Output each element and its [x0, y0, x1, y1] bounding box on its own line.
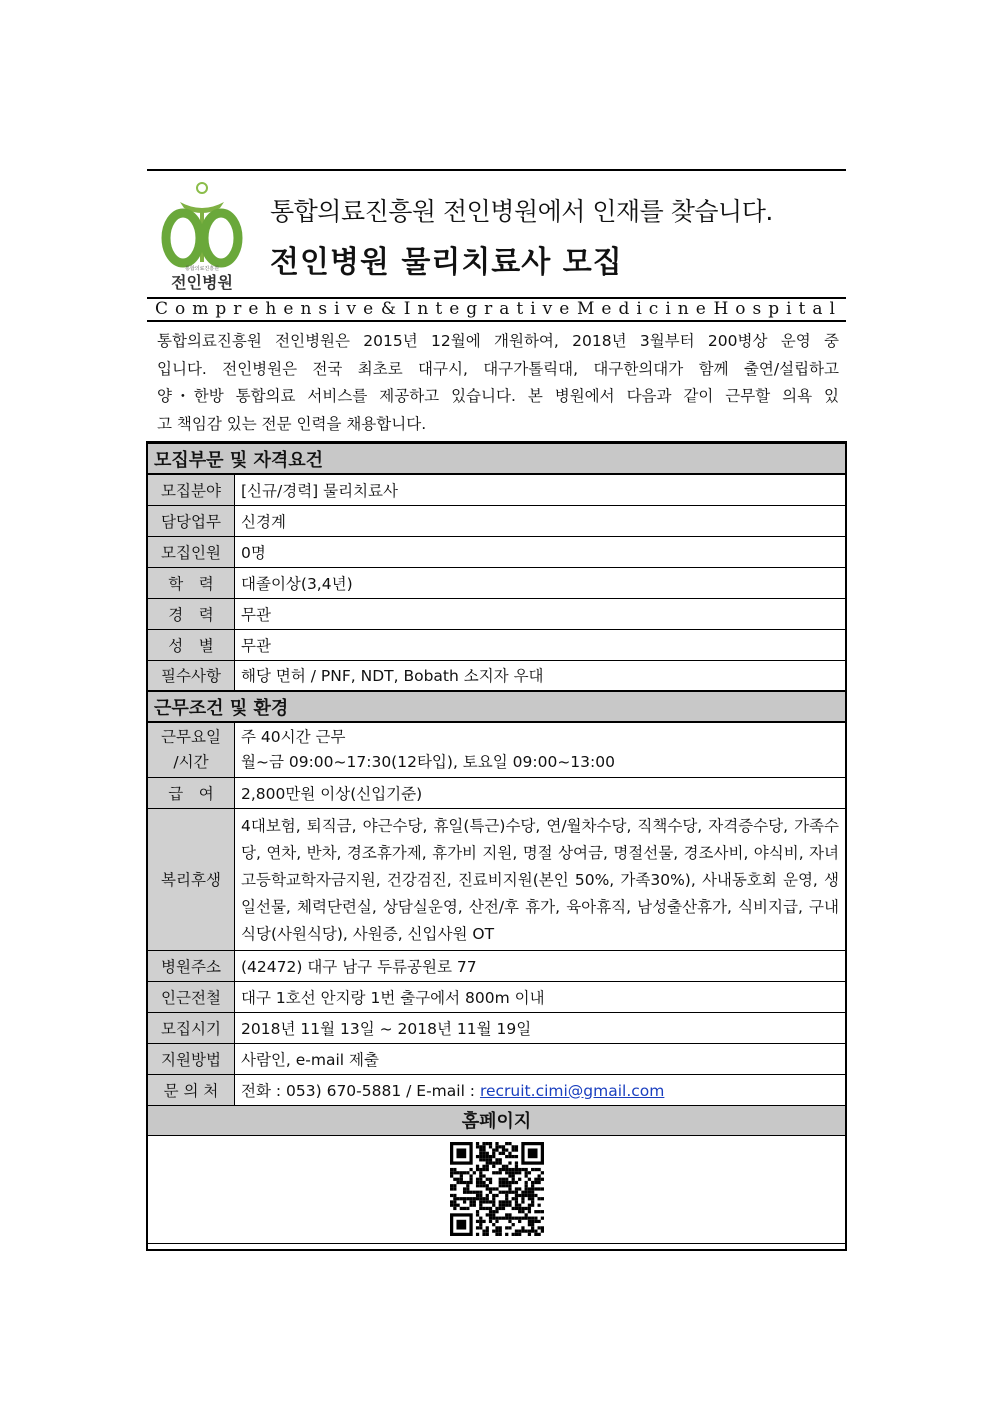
field-label: 병원주소	[148, 950, 235, 981]
top-rule	[147, 169, 846, 171]
english-word: Medicine	[577, 299, 713, 319]
field-label: 담당업무	[148, 505, 235, 536]
intro-line: 고 책임감 있는 전문 인력을 채용합니다.	[157, 414, 427, 433]
table-row	[148, 808, 846, 950]
svg-text:전인병원: 전인병원	[171, 273, 233, 292]
section-header: 모집부문 및 자격요건	[148, 443, 846, 474]
table-row	[148, 474, 846, 505]
field-label: 경 력	[148, 598, 235, 629]
field-value: (42472) 대구 남구 두류공원로 77	[235, 950, 846, 981]
section-header: 홈페이지	[148, 1105, 846, 1135]
field-value: 0명	[235, 536, 846, 567]
field-value	[235, 1074, 846, 1105]
table-row	[148, 567, 846, 598]
table-row	[148, 598, 846, 629]
field-value: [신규/경력] 물리치료사	[235, 474, 846, 505]
qr-code[interactable]	[450, 1142, 544, 1236]
field-label: 모집분야	[148, 474, 235, 505]
table-row	[148, 629, 846, 660]
table-row	[148, 981, 846, 1012]
table-row	[148, 950, 846, 981]
field-value: 대졸이상(3,4년)	[235, 567, 846, 598]
english-hospital-name	[147, 299, 846, 319]
field-label: 필수사항	[148, 660, 235, 691]
table-row	[148, 1043, 846, 1074]
english-word: Hospital	[713, 299, 842, 319]
english-word: &	[380, 299, 404, 319]
field-label: 성 별	[148, 629, 235, 660]
field-value: 2,800만원 이상(신입기준)	[235, 777, 846, 808]
field-label: 모집시기	[148, 1012, 235, 1043]
field-label: 문 의 처	[148, 1074, 235, 1105]
divider	[147, 320, 846, 322]
field-value: 무관	[235, 598, 846, 629]
intro-line: 양･한방 통합의료 서비스를 제공하고 있습니다. 본 병원에서 다음과 같이 근무할 의욕 있	[157, 387, 839, 405]
table-row	[148, 1012, 846, 1043]
table-row	[148, 722, 846, 777]
hospital-logo	[160, 180, 245, 292]
table-row	[148, 777, 846, 808]
recruitment-table	[147, 442, 846, 1244]
intro-paragraph	[157, 328, 839, 438]
table-row	[148, 536, 846, 567]
headline: 통합의료진흥원 전인병원에서 인재를 찾습니다.	[270, 197, 773, 226]
page-title: 전인병원 물리치료사 모집	[270, 245, 623, 280]
field-label: 인근전철	[148, 981, 235, 1012]
field-value: 대구 1호선 안지랑 1번 출구에서 800m 이내	[235, 981, 846, 1012]
field-value: 해당 면허 / PNF, NDT, Bobath 소지자 우대	[235, 660, 846, 691]
field-label: 모집인원	[148, 536, 235, 567]
svg-text:통합의료진흥원: 통합의료진흥원	[185, 266, 219, 272]
field-value: 신경계	[235, 505, 846, 536]
field-value: 주 40시간 근무 월~금 09:00~17:30(12타입), 토요일 09:00~13:00	[235, 722, 846, 777]
field-value: 사람인, e-mail 제출	[235, 1043, 846, 1074]
table-row	[148, 1074, 846, 1105]
email-link[interactable]: recruit.cimi@gmail.com	[479, 1081, 665, 1100]
field-value: 2018년 11월 13일 ~ 2018년 11월 19일	[235, 1012, 846, 1043]
field-label: 급 여	[148, 777, 235, 808]
table-row	[148, 505, 846, 536]
field-label: 지원방법	[148, 1043, 235, 1074]
field-label: 근무요일 /시간	[148, 722, 235, 777]
phone-text: 전화 : 053) 670-5881 / E-mail :	[241, 1081, 480, 1100]
intro-line: 통합의료진흥원 전인병원은 2015년 12월에 개원하여, 2018년 3월부터 200병상 운영 중	[157, 332, 839, 350]
field-value: 무관	[235, 629, 846, 660]
table-row	[148, 1135, 846, 1243]
field-label: 복리후생	[148, 808, 235, 950]
table-row	[148, 660, 846, 691]
english-word: Integrative	[403, 299, 577, 319]
field-value: 4대보험, 퇴직금, 야근수당, 휴일(특근)수당, 연/월차수당, 직책수당, 자격증수당, 가족수당, 연차, 반차, 경조휴가제, 휴가비 지원, 명절 상여금, 명절선물, 경조사비, 야식비, 자녀 고등학교학자금지원, 건강검진, 진료비지원(본인 50%, 가족30%), 사내동호회 운영, 생일선물, 체력단련실, 상담실운영, 산전/후 휴가, 육아휴직, 남성출산휴가, 식비지급, 구내식당(사원식당), 사원증, 신입사원 OT	[235, 808, 846, 950]
english-word: Comprehensive	[155, 299, 381, 319]
field-label: 학 력	[148, 567, 235, 598]
intro-line: 입니다. 전인병원은 전국 최초로 대구시, 대구가톨릭대, 대구한의대가 함께 출연/설립하고	[157, 359, 839, 378]
section-header: 근무조건 및 환경	[148, 691, 846, 722]
